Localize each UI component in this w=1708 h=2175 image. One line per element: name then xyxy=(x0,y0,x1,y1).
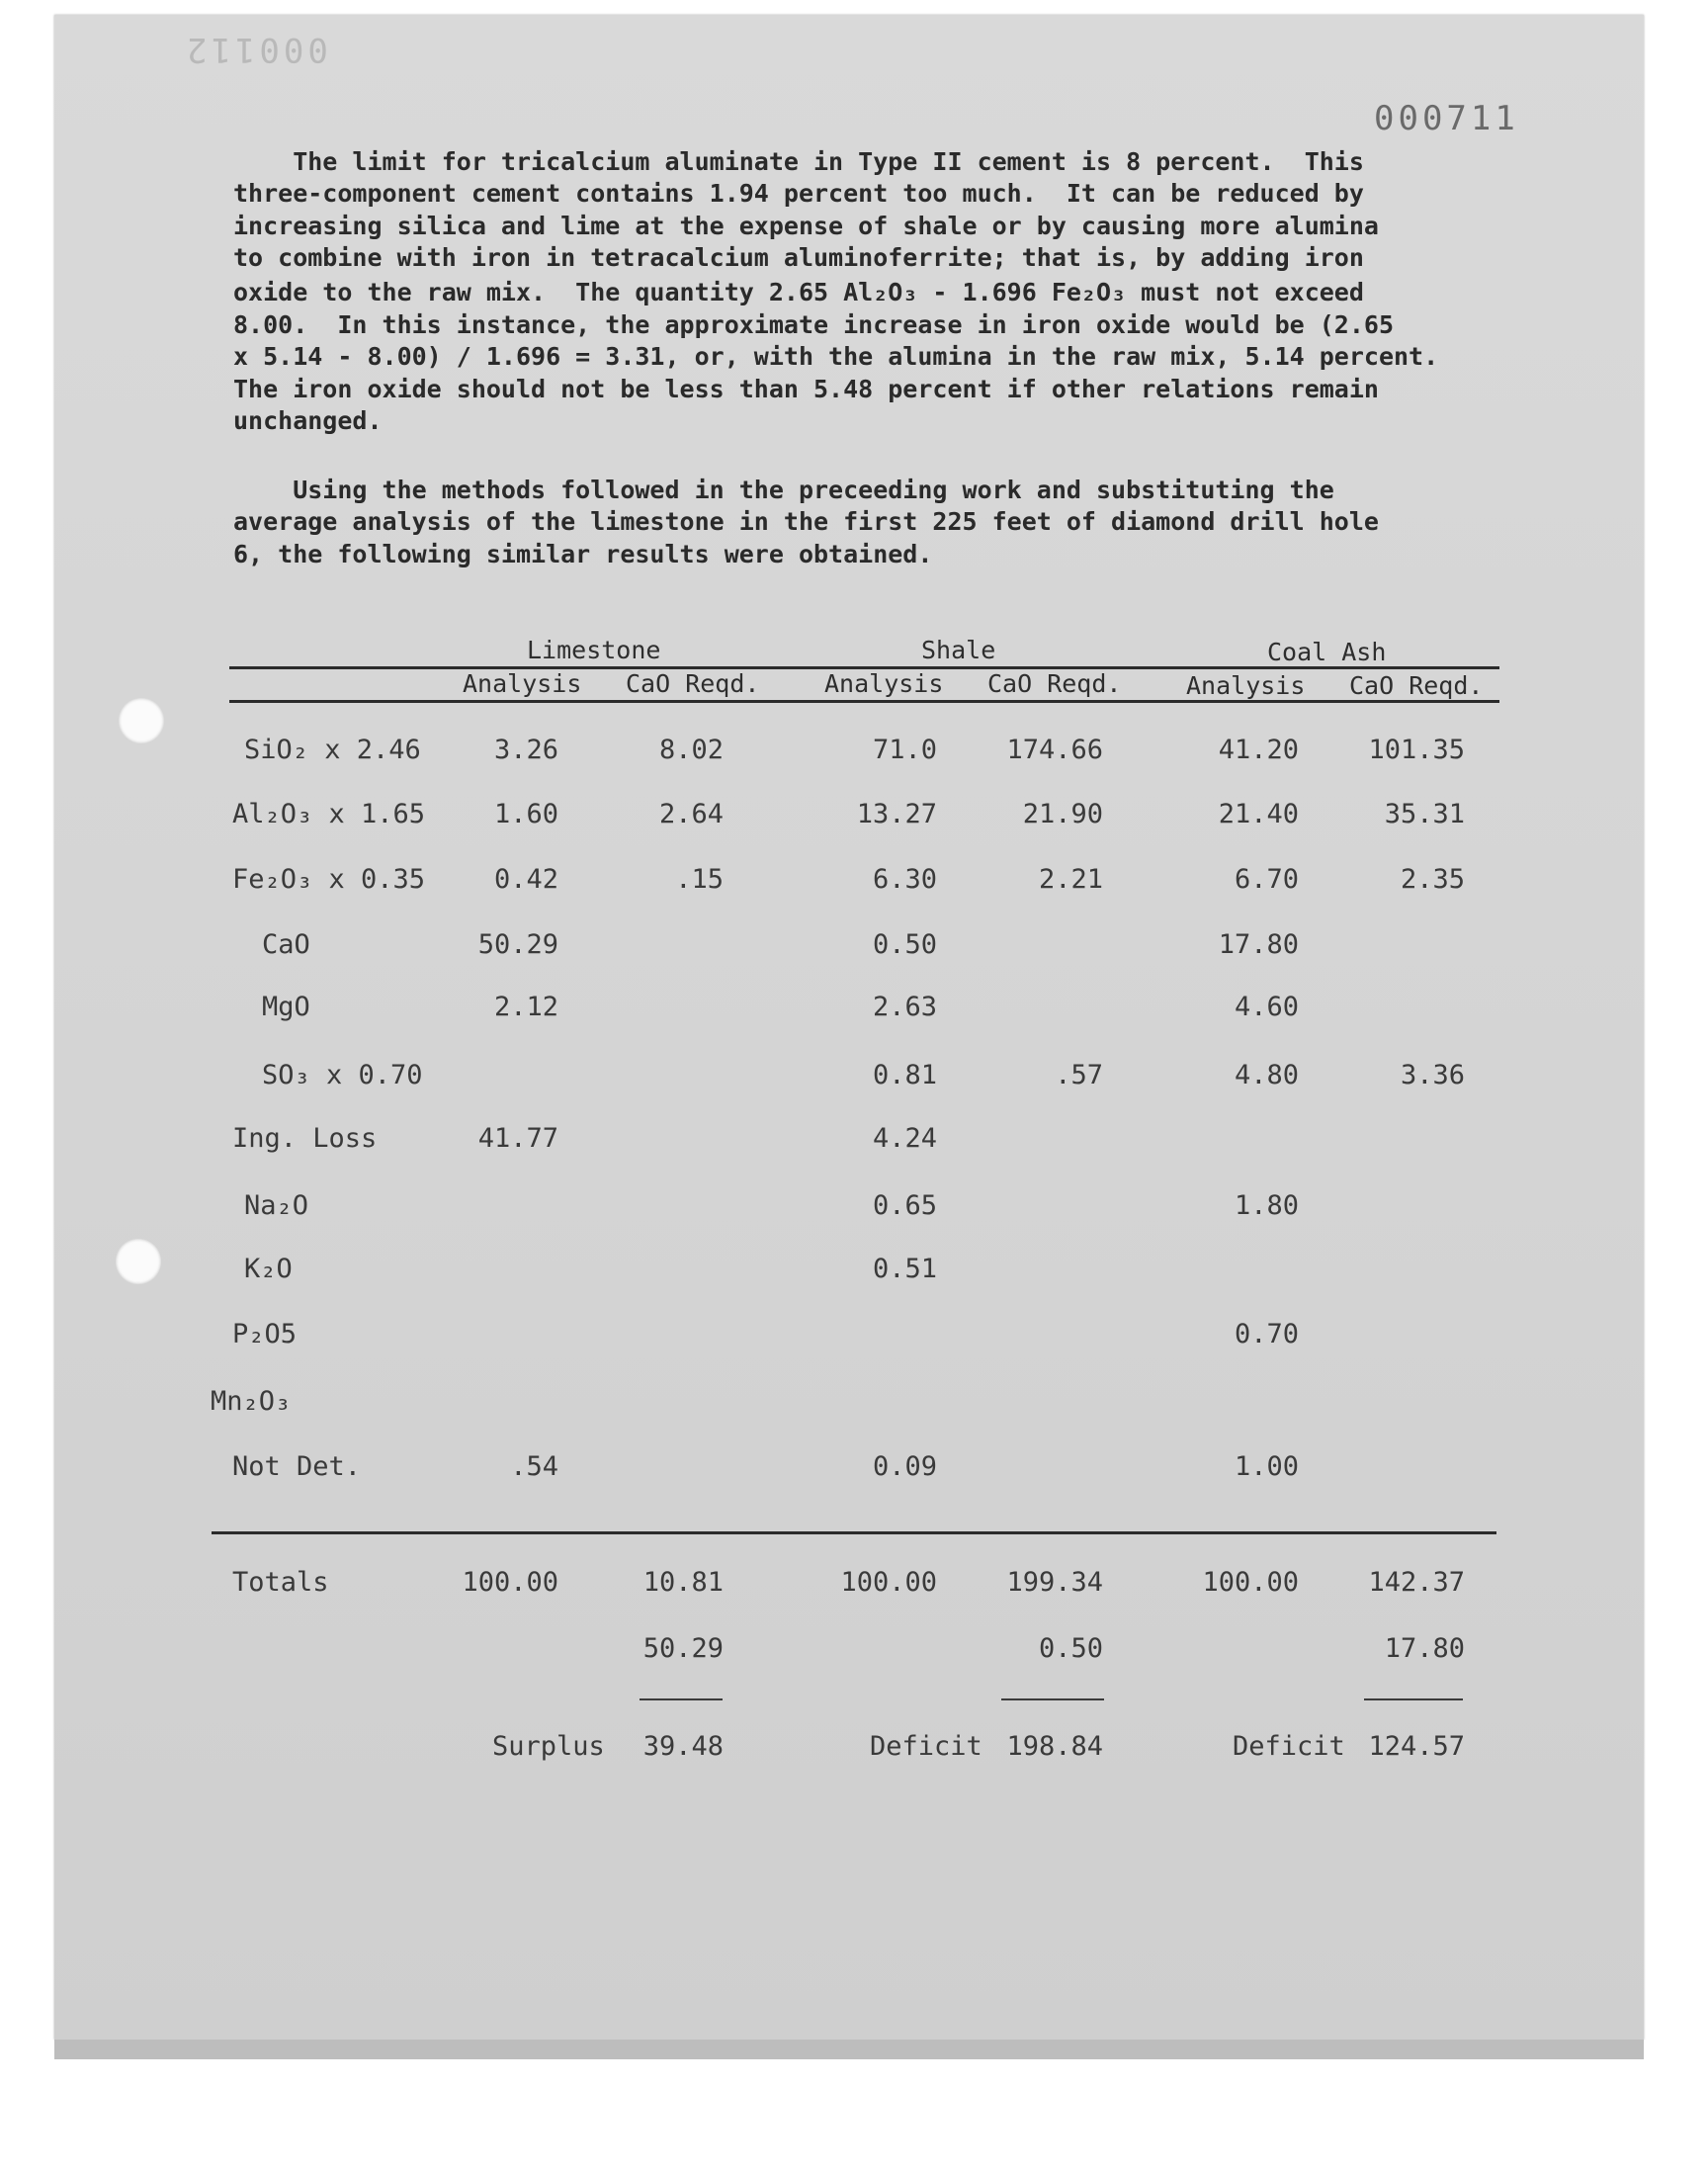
table-cell: 21.40 xyxy=(1218,799,1299,829)
paragraph-line: three-component cement contains 1.94 percent too much. It can be reduced by xyxy=(233,179,1364,208)
row-label: MgO xyxy=(262,992,310,1022)
table-cell: 1.60 xyxy=(493,799,558,829)
row-label: SiO₂ x 2.46 xyxy=(244,735,421,765)
group-header-shale: Shale xyxy=(921,636,996,664)
table-cell: 6.70 xyxy=(1234,864,1299,895)
paragraph-line: average analysis of the limestone in the first 225 feet of diamond drill hole xyxy=(233,507,1379,536)
row-label: Ing. Loss xyxy=(232,1123,378,1154)
paragraph-line: The limit for tricalcium aluminate in Type II cement is 8 percent. This xyxy=(233,147,1364,176)
totals-label: Totals xyxy=(232,1567,329,1598)
page-bottom-edge xyxy=(54,2040,1644,2059)
table-cell: 8.02 xyxy=(658,735,724,765)
totals-cell: 10.81 xyxy=(642,1567,724,1598)
paragraph-line: 6, the following similar results were obtained. xyxy=(233,540,933,568)
paragraph-line: Using the methods followed in the preceeding work and substituting the xyxy=(233,476,1334,504)
table-cell: .54 xyxy=(510,1451,558,1482)
row-label: Mn₂O₃ xyxy=(211,1386,292,1417)
table-cell: 2.63 xyxy=(872,992,937,1022)
table-cell: 2.35 xyxy=(1400,864,1465,895)
table-cell: 0.42 xyxy=(493,864,558,895)
punch-hole-top xyxy=(119,698,164,743)
subheader-shale-analysis: Analysis xyxy=(824,669,944,698)
totals-cell: 100.00 xyxy=(840,1567,937,1598)
row-label: SO₃ x 0.70 xyxy=(262,1060,423,1090)
row-label: Fe₂O₃ x 0.35 xyxy=(232,864,426,895)
table-cell: 21.90 xyxy=(1022,799,1103,829)
subheader-limestone-analysis: Analysis xyxy=(463,669,582,698)
row-label: P₂O5 xyxy=(232,1319,298,1349)
page-number-stamp: 000711 xyxy=(1374,99,1519,138)
balance-label: Surplus xyxy=(492,1731,605,1762)
table-cell: 41.77 xyxy=(477,1123,558,1154)
subtotal-rule xyxy=(640,1698,723,1700)
totals-cell: 199.34 xyxy=(1006,1567,1103,1598)
paragraph-line: The iron oxide should not be less than 5.48 percent if other relations remain xyxy=(233,375,1379,403)
table-cell: 1.80 xyxy=(1234,1190,1299,1221)
table-cell: 0.70 xyxy=(1234,1319,1299,1349)
table-cell: 1.00 xyxy=(1234,1451,1299,1482)
table-cell: 17.80 xyxy=(1218,929,1299,960)
subheader-limestone-cao: CaO Reqd. xyxy=(626,669,760,698)
table-cell: 101.35 xyxy=(1368,735,1465,765)
balance-label: Deficit xyxy=(870,1731,982,1762)
table-cell: 4.24 xyxy=(872,1123,937,1154)
table-cell: 71.0 xyxy=(872,735,937,765)
paragraph-line: oxide to the raw mix. The quantity 2.65 Al₂O₃ - 1.696 Fe₂O₃ must not exceed xyxy=(233,278,1364,306)
row-label: K₂O xyxy=(244,1254,293,1284)
punch-hole-bottom xyxy=(116,1239,161,1284)
table-cell: .15 xyxy=(675,864,724,895)
subtotal-rule xyxy=(1001,1698,1104,1700)
balance-value: 39.48 xyxy=(642,1731,724,1762)
totals-cell: 142.37 xyxy=(1368,1567,1465,1598)
table-cell: 2.12 xyxy=(493,992,558,1022)
balance-value: 198.84 xyxy=(1006,1731,1103,1762)
subheader-coal-analysis: Analysis xyxy=(1186,671,1306,700)
lime-cell: 17.80 xyxy=(1384,1633,1465,1664)
table-cell: 2.21 xyxy=(1038,864,1103,895)
table-cell: 4.60 xyxy=(1234,992,1299,1022)
row-label: CaO xyxy=(262,929,310,960)
table-cell: 174.66 xyxy=(1006,735,1103,765)
balance-label: Deficit xyxy=(1233,1731,1345,1762)
header-bottom-rule xyxy=(229,700,1499,703)
table-cell: 0.51 xyxy=(872,1254,937,1284)
table-cell: .57 xyxy=(1055,1060,1103,1090)
page-number-corner: 000112 xyxy=(183,30,328,69)
row-label: Na₂O xyxy=(244,1190,309,1221)
table-cell: 41.20 xyxy=(1218,735,1299,765)
table-cell: 0.50 xyxy=(872,929,937,960)
subheader-shale-cao: CaO Reqd. xyxy=(987,669,1122,698)
subtotal-rule xyxy=(1364,1698,1463,1700)
table-cell: 4.80 xyxy=(1234,1060,1299,1090)
table-cell: 3.26 xyxy=(493,735,558,765)
table-cell: 13.27 xyxy=(856,799,937,829)
table-cell: 35.31 xyxy=(1384,799,1465,829)
row-label: Al₂O₃ x 1.65 xyxy=(232,799,426,829)
subheader-coal-cao: CaO Reqd. xyxy=(1349,671,1484,700)
table-cell: 0.65 xyxy=(872,1190,937,1221)
table-cell: 0.81 xyxy=(872,1060,937,1090)
table-cell: 6.30 xyxy=(872,864,937,895)
totals-cell: 100.00 xyxy=(462,1567,558,1598)
paragraph-line: unchanged. xyxy=(233,406,383,435)
lime-cell: 0.50 xyxy=(1038,1633,1103,1664)
paragraph-line: 8.00. In this instance, the approximate increase in iron oxide would be (2.65 xyxy=(233,310,1394,339)
lime-cell: 50.29 xyxy=(642,1633,724,1664)
paragraph-line: x 5.14 - 8.00) / 1.696 = 3.31, or, with the alumina in the raw mix, 5.14 percent. xyxy=(233,342,1439,371)
group-header-coal-ash: Coal Ash xyxy=(1267,638,1387,666)
totals-rule xyxy=(212,1531,1496,1534)
row-label: Not Det. xyxy=(232,1451,362,1482)
group-header-limestone: Limestone xyxy=(527,636,661,664)
paragraph-line: to combine with iron in tetracalcium aluminoferrite; that is, by adding iron xyxy=(233,243,1364,272)
table-cell: 50.29 xyxy=(477,929,558,960)
paragraph-line: increasing silica and lime at the expense of shale or by causing more alumina xyxy=(233,212,1379,240)
table-cell: 0.09 xyxy=(872,1451,937,1482)
table-cell: 2.64 xyxy=(658,799,724,829)
balance-value: 124.57 xyxy=(1368,1731,1465,1762)
totals-cell: 100.00 xyxy=(1202,1567,1299,1598)
table-cell: 3.36 xyxy=(1400,1060,1465,1090)
